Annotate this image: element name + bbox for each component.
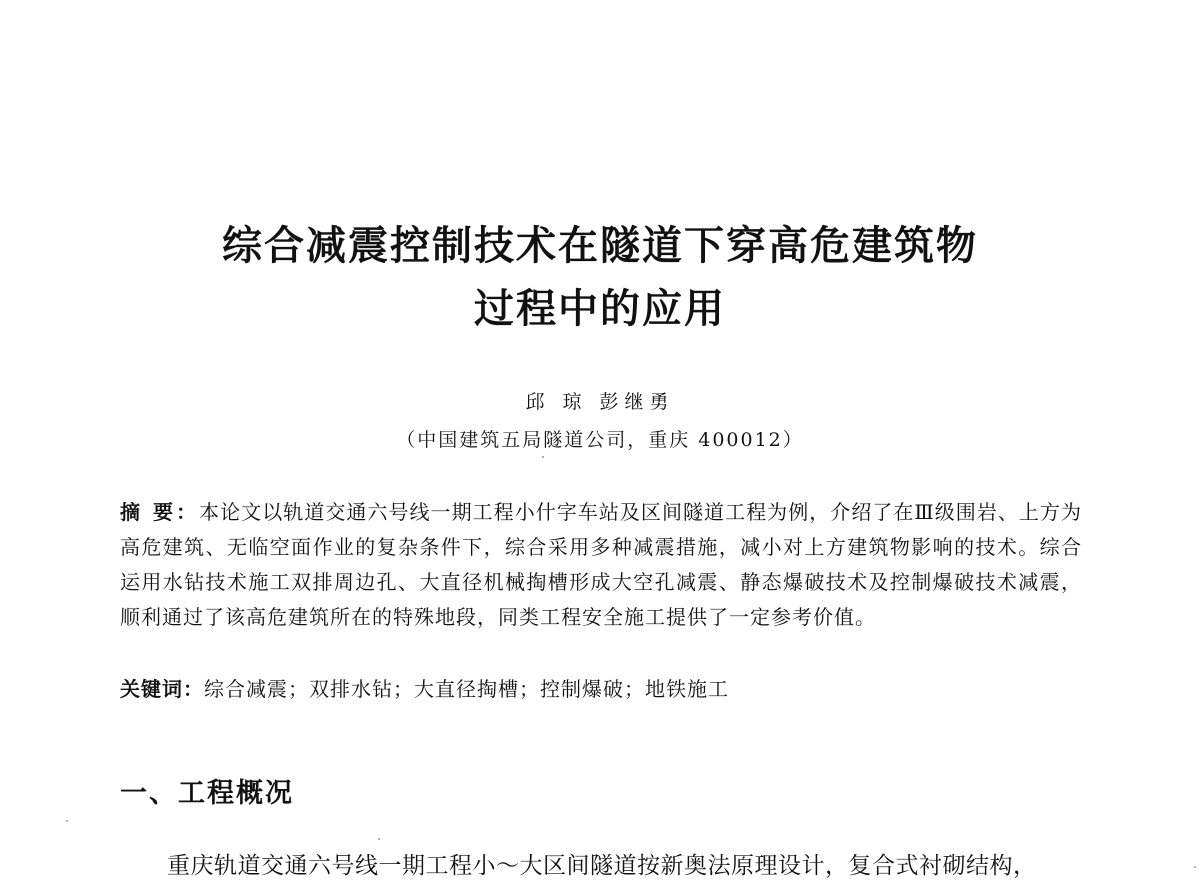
keywords [120,672,1082,707]
abstract-label: 摘 要： [120,500,200,524]
scan-speck [1194,866,1196,868]
author-list: 邱 琼 彭继勇 [525,391,675,413]
section-body-text: 重庆轨道交通六号线一期工程小～大区间隧道按新奥法原理设计，复合式衬砌结构， [167,853,1037,879]
paper-title-line-2: 过程中的应用 [474,286,726,332]
section-heading: 一、工程概况 [120,778,294,809]
scan-speck [542,456,544,458]
keywords-text: 综合减震；双排水钻；大直径掏槽；控制爆破；地铁施工 [204,677,729,701]
keywords-label: 关键词： [120,677,204,701]
author-affiliation: （中国建筑五局隧道公司，重庆 400012） [396,429,804,451]
paper-title-line-1: 综合减震控制技术在隧道下穿高危建筑物 [222,223,978,269]
abstract-text: 本论文以轨道交通六号线一期工程小什字车站及区间隧道工程为例，介绍了在Ⅲ级围岩、上方为高危建筑、无临空面作业的复杂条件下，综合采用多种减震措施，减小对上方建筑物影响的技术。综合运用水钻技术施工双排周边孔、大直径机械掏槽形成大空孔减震、静态爆破技术及控制爆破技术减震，顺利通过了该高危建筑所在的特殊地段，同类工程安全施工提供了一定参考价值。 [120,500,1082,629]
scan-speck [378,838,380,840]
abstract [120,495,1082,635]
scan-speck [66,820,68,822]
